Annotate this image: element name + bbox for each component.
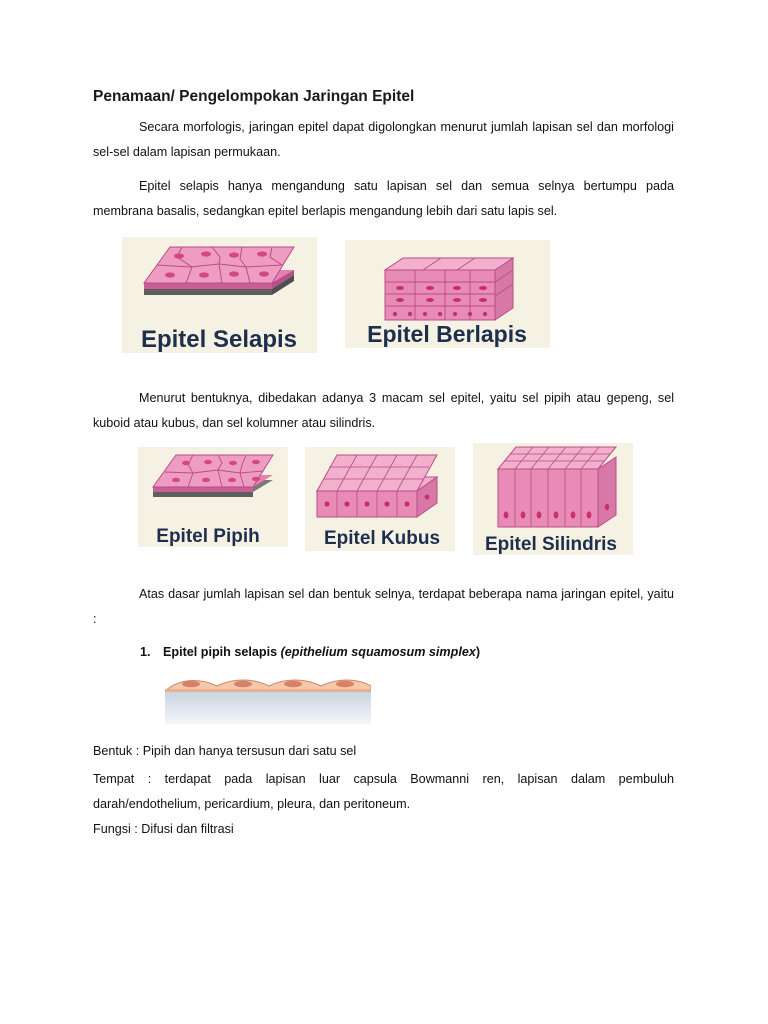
- figure-label-pipih: Epitel Pipih: [156, 526, 260, 547]
- figure-label-selapis: Epitel Selapis: [140, 326, 298, 353]
- detail-fungsi: Fungsi : Difusi dan filtrasi: [93, 822, 234, 836]
- figure-epitel-kubus: [305, 447, 455, 551]
- detail-tempat: Tempat : terdapat pada lapisan luar capsula Bowmanni ren, lapisan dalam pembuluh darah/endothelium, pericardium, pleura, dan peritoneum.: [93, 772, 674, 811]
- list-item-epitel-pipih-selapis: [140, 645, 480, 659]
- paragraph-morfologi: Secara morfologis, jaringan epitel dapat digolongkan menurut jumlah lapisan sel dan morfologi sel-sel dalam lapisan permukaan.: [93, 120, 674, 159]
- figure-label-berlapis: Epitel Berlapis: [367, 321, 527, 347]
- paragraph-selapis-berlapis: Epitel selapis hanya mengandung satu lapisan sel dan semua selnya bertumpu pada membrana basalis, sedangkan epitel berlapis mengandung lebih dari satu lapis sel.: [93, 179, 674, 218]
- figure-label-silindris: Epitel Silindris: [485, 534, 617, 555]
- figure-epitel-selapis: [122, 237, 317, 353]
- list-title: Epitel pipih selapis: [163, 645, 281, 659]
- page-title: Penamaan/ Pengelompokan Jaringan Epitel: [93, 88, 415, 105]
- figure-epitel-berlapis: [345, 240, 550, 348]
- list-latin-name: (epithelium squamosum simplex: [280, 645, 476, 659]
- paragraph-bentuk-sel: Menurut bentuknya, dibedakan adanya 3 macam sel epitel, yaitu sel pipih atau gepeng, sel kuboid atau kubus, dan sel kolumner atau silindris.: [93, 391, 674, 430]
- list-number: 1.: [140, 645, 151, 659]
- detail-bentuk: Bentuk : Pipih dan hanya tersusun dari satu sel: [93, 744, 357, 758]
- figure-label-kubus: Epitel Kubus: [323, 528, 441, 549]
- list-close-paren: ): [475, 645, 481, 659]
- figure-epitel-silindris: [473, 443, 633, 555]
- figure-epitel-pipih: [138, 447, 288, 547]
- figure-squamous-simplex: [165, 672, 371, 724]
- paragraph-nama-jaringan: Atas dasar jumlah lapisan sel dan bentuk selnya, terdapat beberapa nama jaringan epitel, yaitu :: [93, 587, 674, 626]
